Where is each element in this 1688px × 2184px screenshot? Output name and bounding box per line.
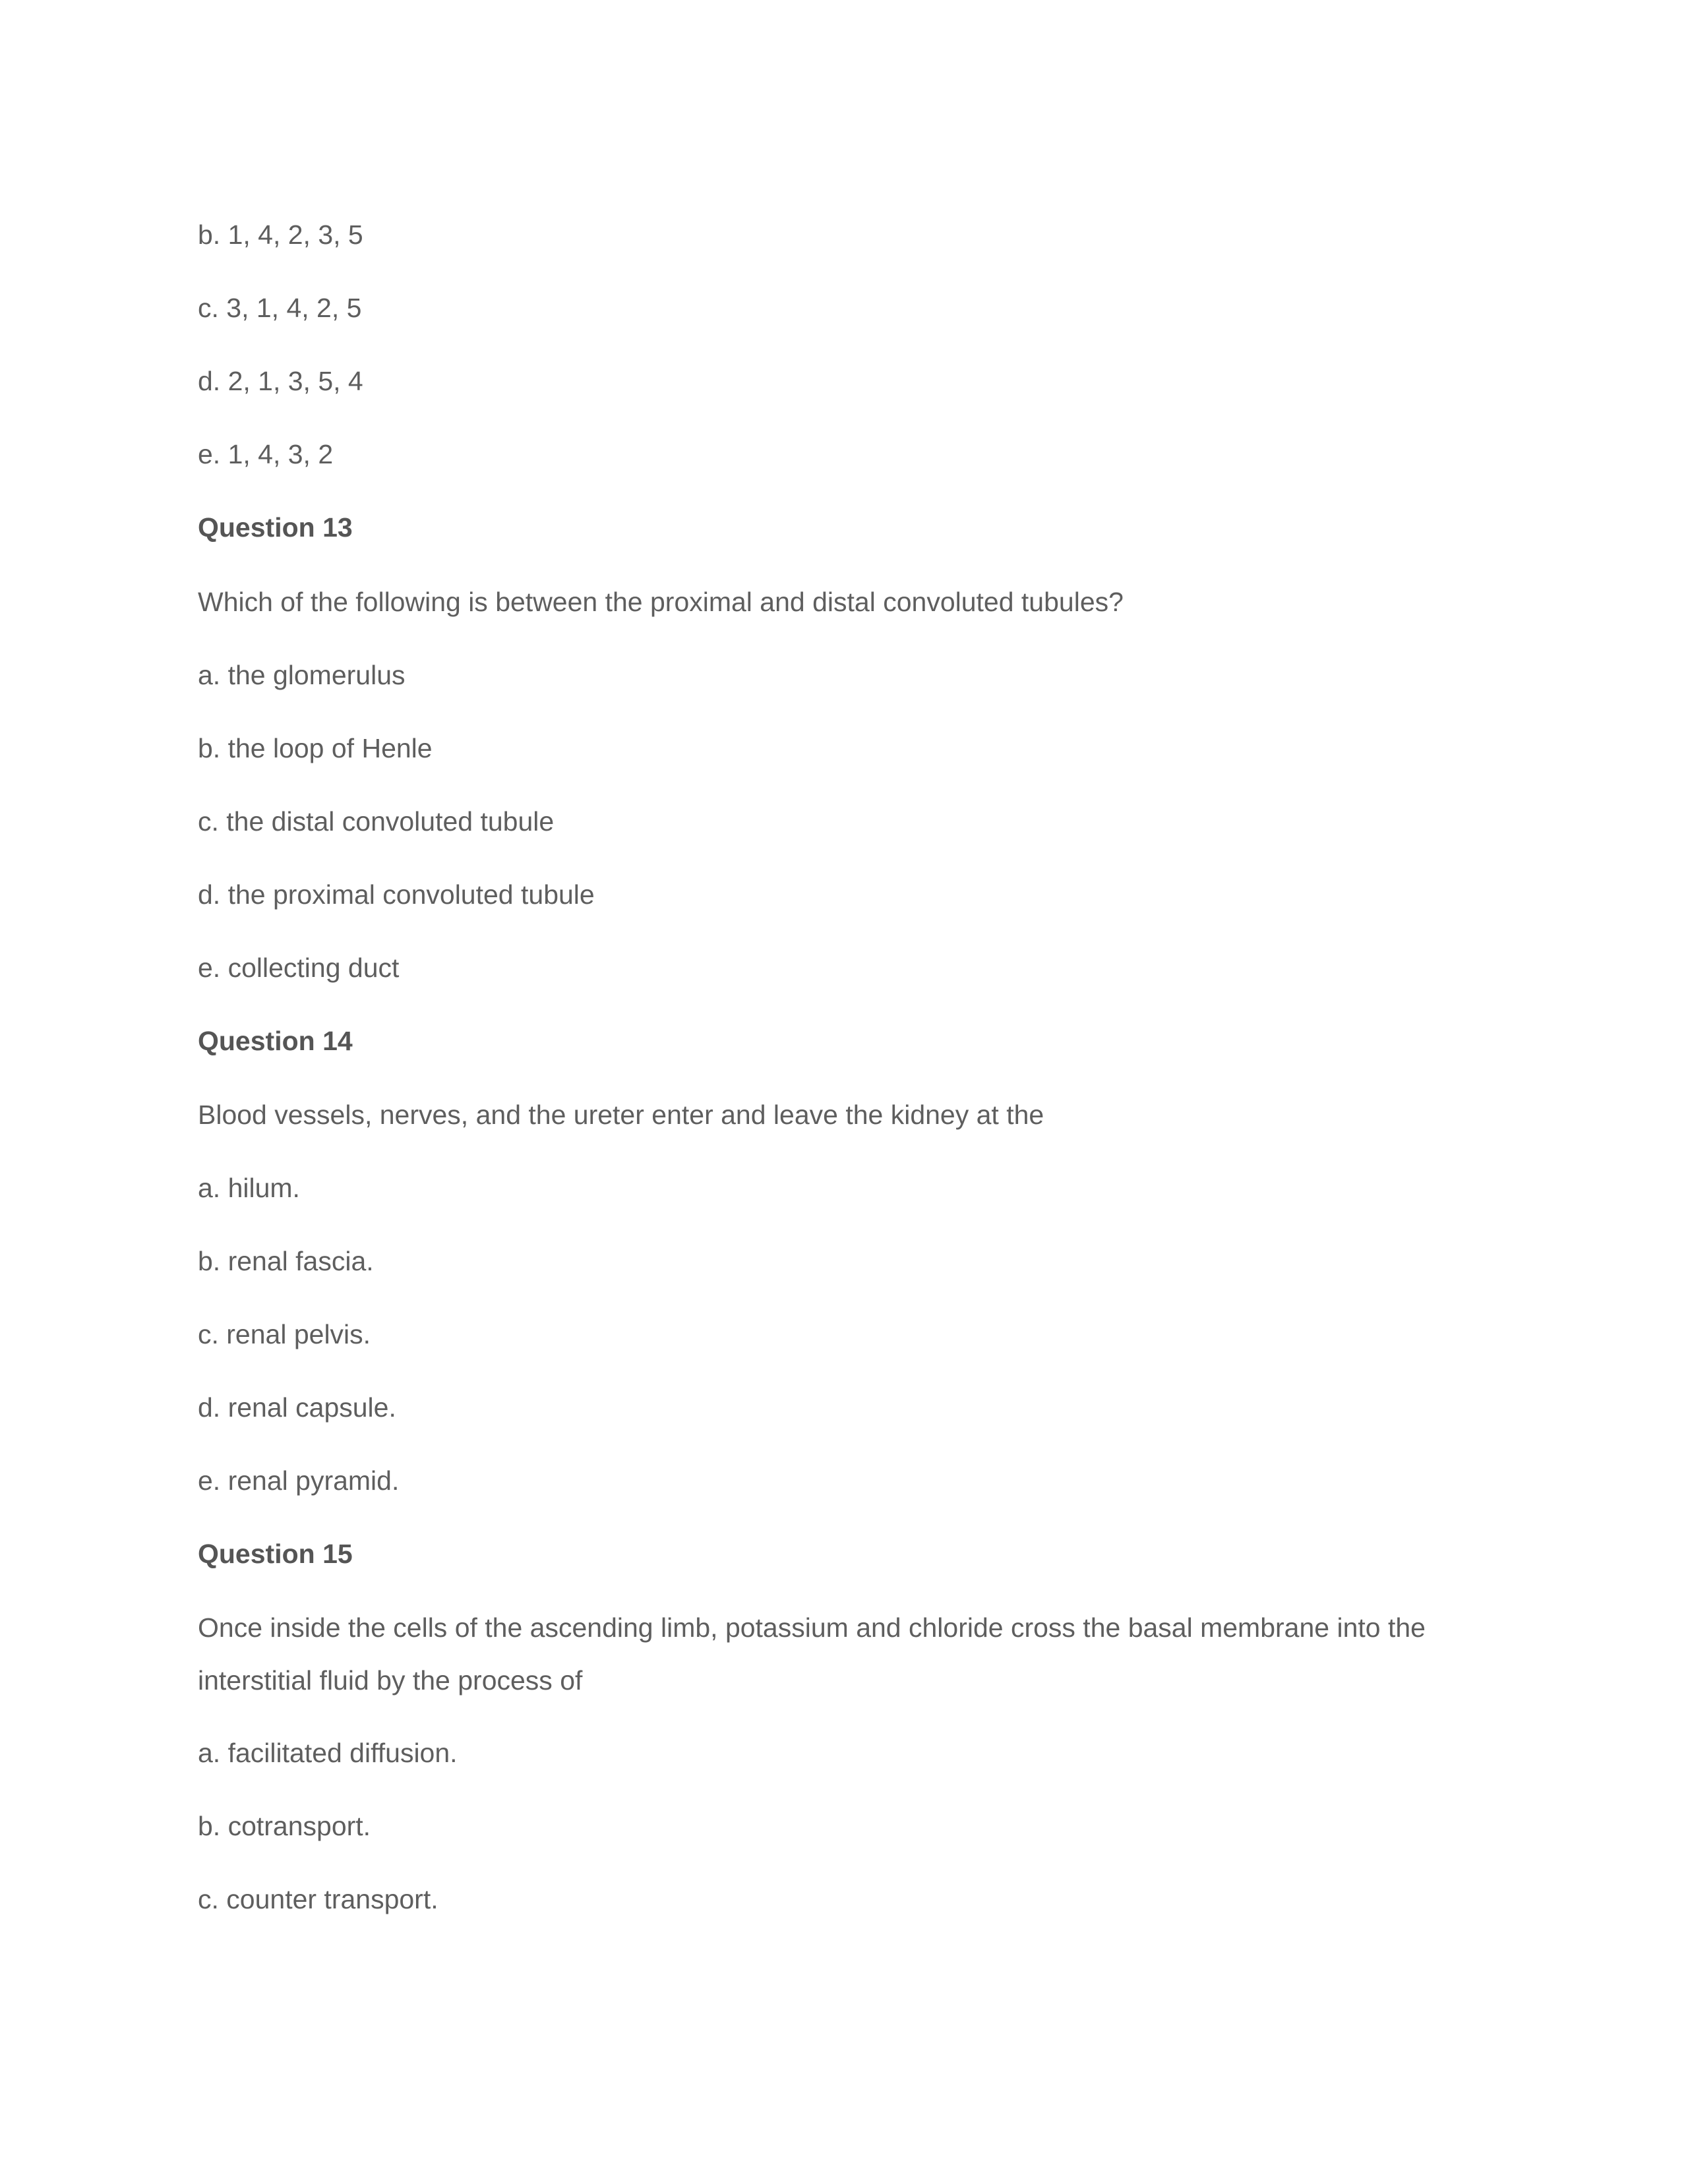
- q12-option-e: e. 1, 4, 3, 2: [198, 439, 334, 469]
- question-13-heading: Question 13: [198, 512, 353, 543]
- question-15-text-line-1: Once inside the cells of the ascending limb, potassium and chloride cross the basal membrane into the: [198, 1612, 1426, 1643]
- q15-option-b: b. cotransport.: [198, 1811, 371, 1841]
- q13-option-c: c. the distal convoluted tubule: [198, 806, 555, 837]
- question-14-text: Blood vessels, nerves, and the ureter enter and leave the kidney at the: [198, 1100, 1044, 1130]
- q15-option-a: a. facilitated diffusion.: [198, 1738, 458, 1768]
- q13-option-e: e. collecting duct: [198, 953, 400, 983]
- question-14-heading: Question 14: [198, 1026, 353, 1056]
- question-15-heading: Question 15: [198, 1539, 353, 1569]
- q15-option-c: c. counter transport.: [198, 1884, 438, 1914]
- q14-option-a: a. hilum.: [198, 1173, 300, 1203]
- q12-option-b: b. 1, 4, 2, 3, 5: [198, 220, 363, 250]
- q14-option-b: b. renal fascia.: [198, 1246, 374, 1276]
- q13-option-d: d. the proximal convoluted tubule: [198, 879, 595, 910]
- q13-option-a: a. the glomerulus: [198, 660, 406, 690]
- question-15-text-line-2: interstitial fluid by the process of: [198, 1665, 583, 1696]
- q12-option-c: c. 3, 1, 4, 2, 5: [198, 293, 362, 323]
- q14-option-d: d. renal capsule.: [198, 1392, 396, 1423]
- q14-option-e: e. renal pyramid.: [198, 1465, 400, 1496]
- q14-option-c: c. renal pelvis.: [198, 1319, 371, 1349]
- question-13-text: Which of the following is between the proximal and distal convoluted tubules?: [198, 587, 1124, 617]
- q12-option-d: d. 2, 1, 3, 5, 4: [198, 366, 363, 396]
- q13-option-b: b. the loop of Henle: [198, 733, 433, 763]
